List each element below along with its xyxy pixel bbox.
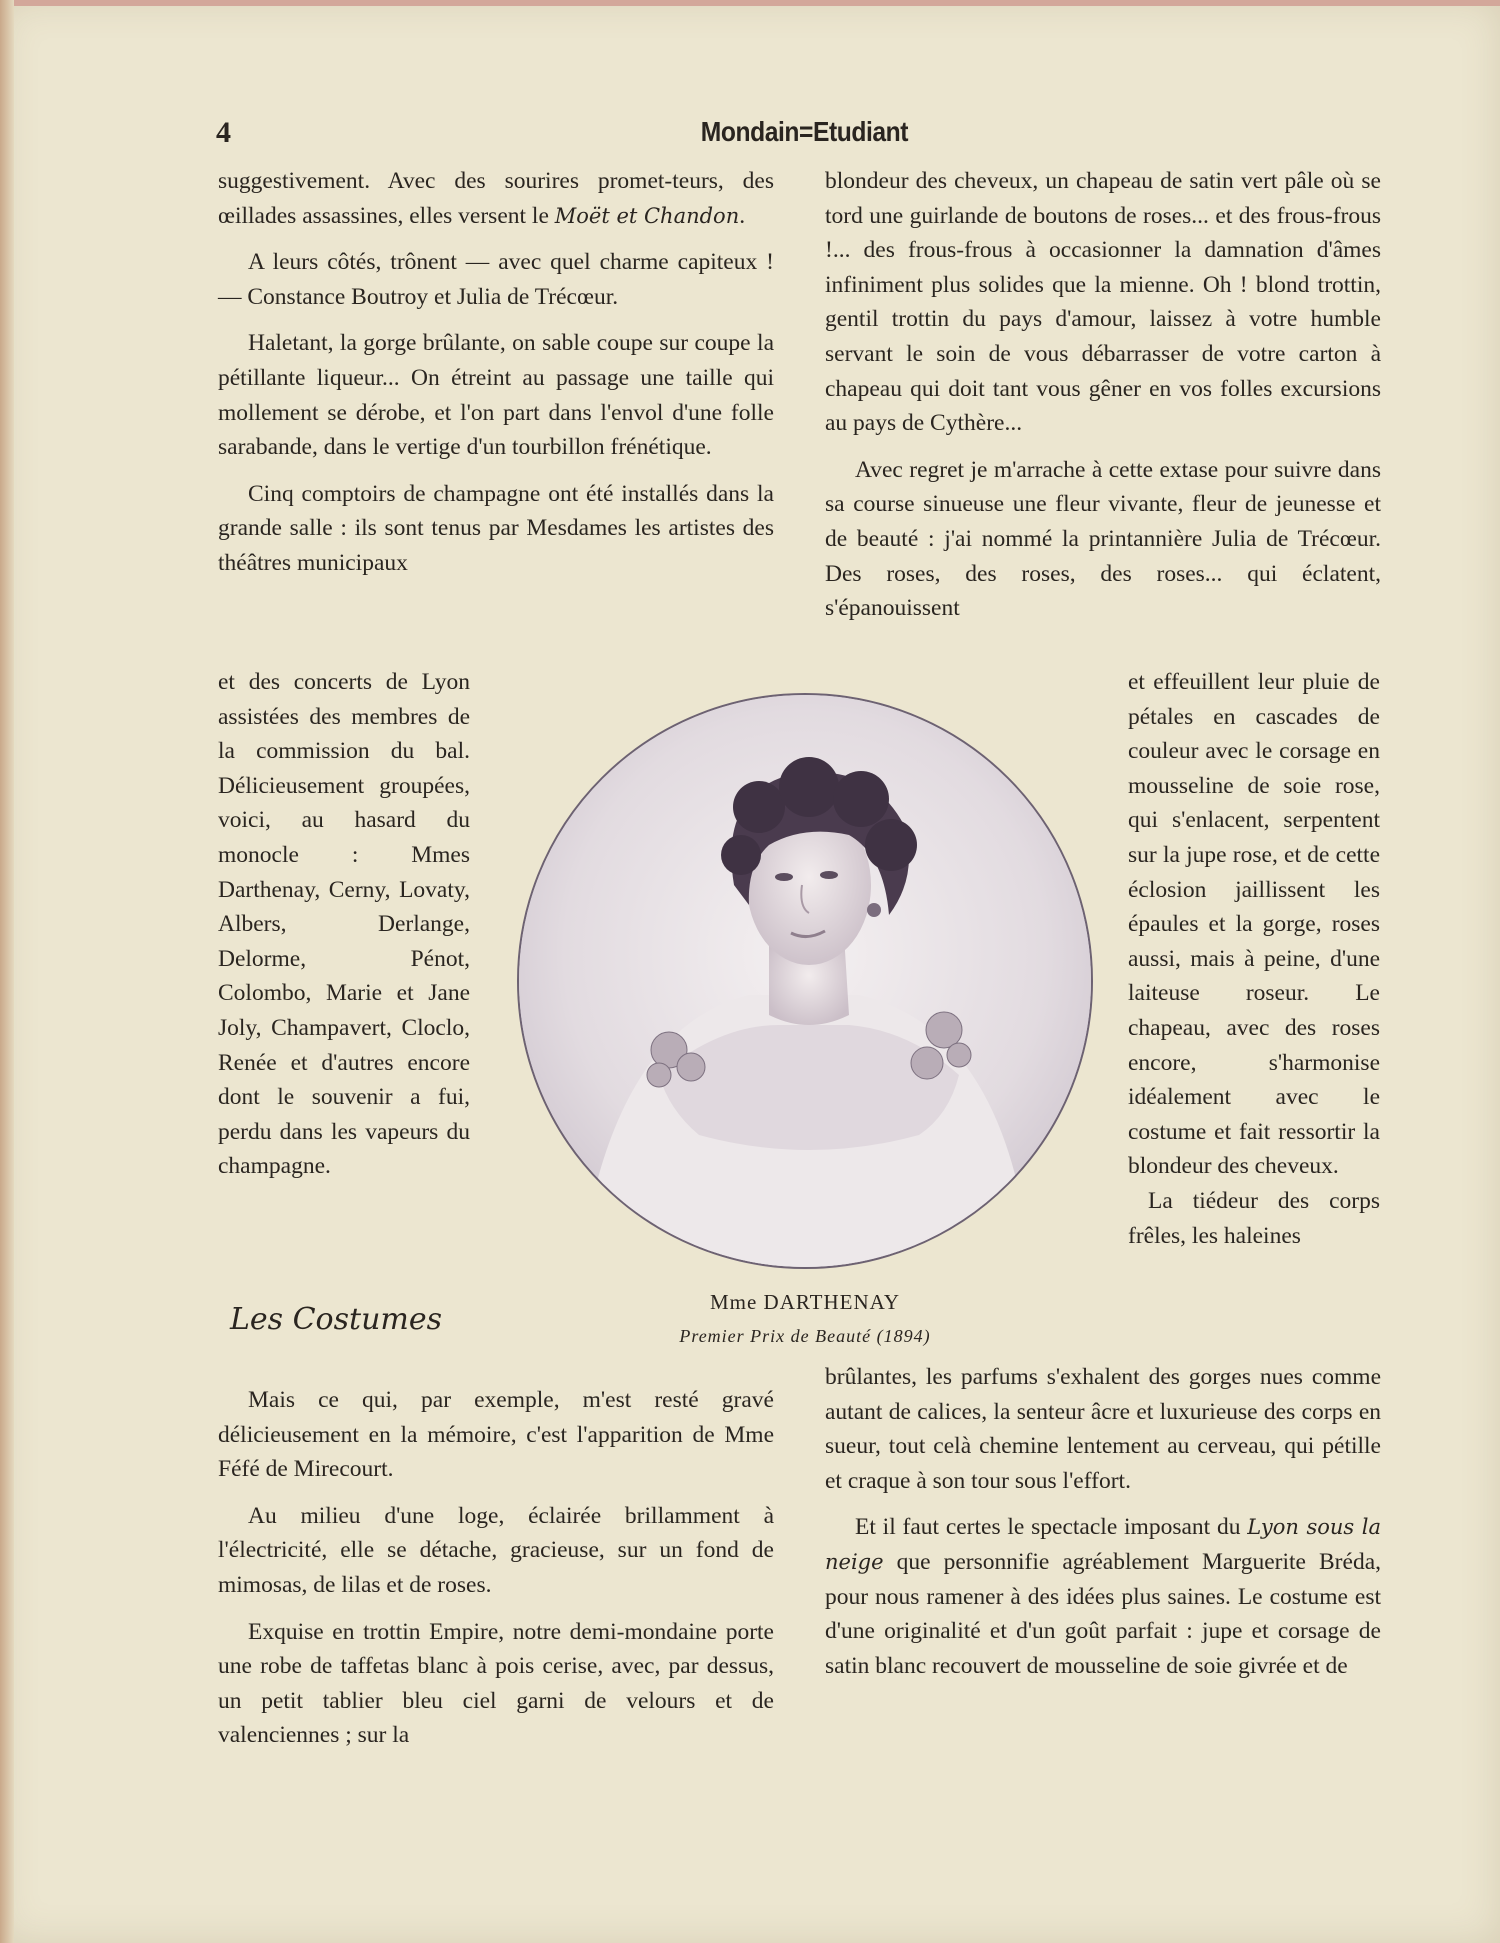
portrait-illustration [519,695,1091,1267]
paragraph: et des concerts de Lyon assistées des membres de la commission du bal. Délicieusement groupées, voici, au hasard du monocle : Mmes Darthenay, Cerny, Lovaty, Albers, Derlange, Delorme, Pénot, Colombo, Marie et Jane Joly, Champavert, Cloclo, Renée et d'autres encore dont le souvenir a fui, perdu dans les vapeurs du champagne. [218,669,470,1180]
portrait-photo [517,693,1093,1269]
paragraph-text: . [739,202,746,229]
paragraph: Cinq comptoirs de champagne ont été installés dans la grande salle : ils sont tenus par Mesdames les artistes des théâtres municipaux [218,480,774,576]
running-title: Mondain=Etudiant [700,116,908,147]
page-edge-left [0,0,14,1943]
right-column-bottom [825,1360,1381,1695]
left-column-bottom [218,1383,774,1765]
right-column-top [825,164,1381,626]
paragraph: Mais ce qui, par exemple, m'est resté gravé délicieusement en la mémoire, c'est l'apparition de Mme Féfé de Mirecourt. [218,1387,774,1483]
paragraph-text: Et il faut certes le spectacle imposant du [855,1514,1248,1541]
paragraph: La tiédeur des corps frêles, les haleines [1128,1187,1380,1249]
left-column-wrap [218,665,470,1184]
section-heading: Les Costumes [230,1302,442,1337]
left-column-top [218,164,774,581]
paragraph-text: que personnifie agréablement Marguerite Bréda, pour nous ramener à des idées plus saines. Le costume est d'une originalité et d'un goût parfait : jupe et corsage de satin blanc recouvert de mousseline de soie givrée et de [825,1548,1381,1679]
paragraph [218,164,774,233]
paragraph [825,1510,1381,1683]
brand-name: Moët et Chandon [554,203,740,228]
costume-name: Lyon sous la neige [825,1515,1381,1574]
paragraph: Au milieu d'une loge, éclairée brillamment à l'électricité, elle se détache, gracieuse, sur un fond de mimosas, de lilas et de roses. [218,1502,774,1598]
page-number: 4 [216,116,231,149]
paragraph: brûlantes, les parfums s'exhalent des gorges nues comme autant de calices, la senteur âcre et luxurieuse des corps en sueur, tout celà chemine lentement au cerveau, qui pétille et craque à son tour sous l'effort. [825,1364,1381,1494]
portrait-caption-subtitle: Premier Prix de Beauté (1894) [679,1326,931,1346]
paragraph: blondeur des cheveux, un chapeau de satin vert pâle où se tord une guirlande de boutons de roses... et des frous-frous !... des frous-frous à occasionner la damnation d'âmes infiniment plus solides que la mienne. Oh ! blond trottin, gentil trottin du pays d'amour, laissez à votre humble servant le soin de vous débarrasser de votre carton à chapeau qui doit tant vous gêner en vos folles excursions au pays de Cythère... [825,168,1381,437]
portrait-caption-name: Mme DARTHENAY [709,1290,901,1314]
page-edge-top [0,0,1500,6]
right-column-wrap [1128,665,1380,1253]
paragraph: Haletant, la gorge brûlante, on sable coupe sur coupe la pétillante liqueur... On étreint au passage une taille qui mollement se dérobe, et l'on part dans l'envol d'une folle sarabande, dans le vertige d'un tourbillon frénétique. [218,330,774,461]
paragraph: Avec regret je m'arrache à cette extase pour suivre dans sa course sinueuse une fleur vivante, fleur de jeunesse et de beauté : j'ai nommé la printannière Julia de Trécœur. Des roses, des roses, des roses... qui éclatent, s'épanouissent [825,456,1381,622]
paragraph: et effeuillent leur pluie de pétales en cascades de couleur avec le corsage en mousseline de soie rose, qui s'enlacent, serpentent sur la jupe rose, et de cette éclosion jaillissent les épaules et la gorge, roses aussi, mais à peine, d'une laiteuse roseur. Le chapeau, avec des roses encore, s'harmonise idéalement avec le costume et fait ressortir la blondeur des cheveux. [1128,669,1380,1180]
paragraph: A leurs côtés, trônent — avec quel charme capiteux ! — Constance Boutroy et Julia de Trécœur. [218,249,774,310]
paragraph-text: suggestivement. Avec des sourires promet-teurs, des œillades assassines, elles versent le [218,168,774,229]
paragraph: Exquise en trottin Empire, notre demi-mondaine porte une robe de taffetas blanc à pois cerise, avec, par dessus, un petit tablier bleu ciel garni de velours et de valenciennes ; sur la [218,1618,774,1749]
